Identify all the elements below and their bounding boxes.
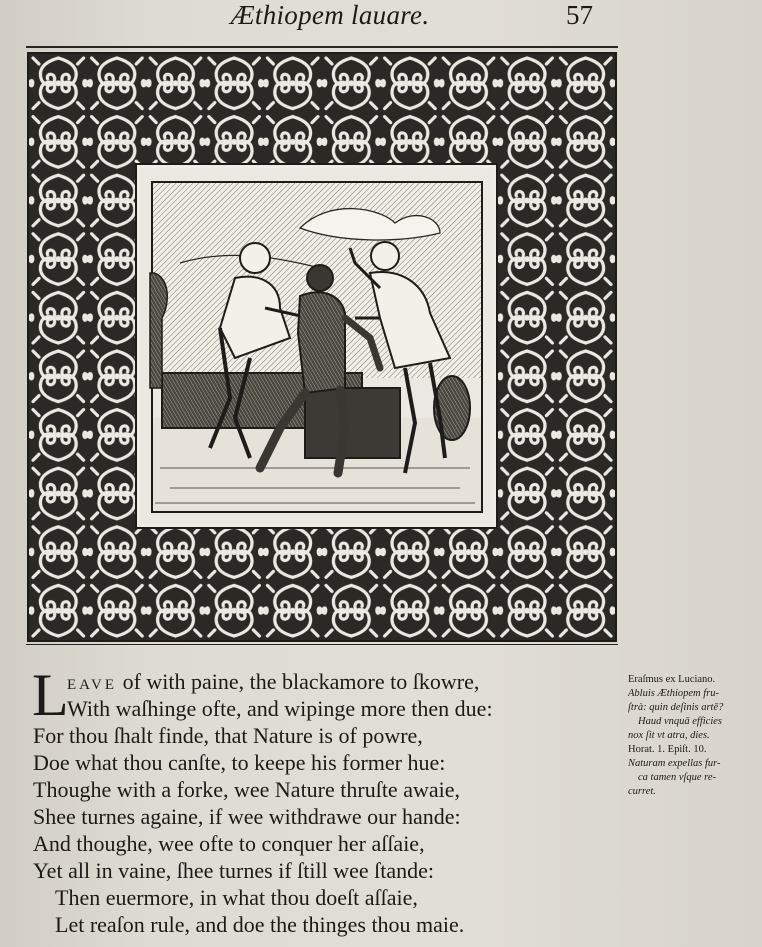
washing-scene-image xyxy=(140,168,493,524)
marginal-citation: Horat. 1. Epiſt. 10. xyxy=(628,744,707,755)
marginal-quote-line: nox ſit vt atra, dies. xyxy=(628,730,710,741)
marginal-quote-line: Naturam expellas fur- xyxy=(628,758,721,769)
marginal-quote-line: ſtrà: quin deſinis artē? xyxy=(628,702,724,713)
running-title: Æthiopem lauare. xyxy=(230,0,430,30)
drop-capital: L xyxy=(32,662,69,728)
emblem-poem xyxy=(32,662,613,938)
marginal-quote-line: curret. xyxy=(628,786,656,797)
poem-line: Thoughe with a forke, wee Nature thruſte awaie, xyxy=(33,777,460,802)
page-number: 57 xyxy=(566,0,593,30)
marginal-quote-line: Abluis Æthiopem fru- xyxy=(628,688,719,699)
poem-line-text: of with paine, the blackamore to ſkowre, xyxy=(117,669,480,694)
marginal-quote-line: ca tamen vſque re- xyxy=(638,772,717,783)
poem-line: Then euermore, in what thou doeſt aſſaie, xyxy=(55,885,418,910)
poem-line: With waſhinge ofte, and wipinge more then due: xyxy=(67,696,493,721)
poem-line: Shee turnes againe, if wee withdrawe our hande: xyxy=(33,804,461,829)
poem-line: Let reaſon rule, and doe the thinges thou maie. xyxy=(55,912,465,937)
poem-line: Yet all in vaine, ſhee turnes if ſtill wee ſtande: xyxy=(33,858,434,883)
poem-line: For thou ſhalt finde, that Nature is of powre, xyxy=(33,723,423,748)
poem-line: Doe what thou canſte, to keepe his former hue: xyxy=(33,750,446,775)
marginal-quote-line: Haud vnquā efficies xyxy=(638,716,722,727)
footer-rule xyxy=(26,644,618,645)
woodcut-illustration xyxy=(137,165,496,527)
poem-first-word: EAVE xyxy=(67,677,118,693)
poem-line: And thoughe, wee ofte to conquer her aſſaie, xyxy=(33,831,425,856)
marginal-note xyxy=(628,673,758,799)
header-rule xyxy=(26,46,618,48)
marginal-source: Eraſmus ex Luciano. xyxy=(628,674,716,685)
